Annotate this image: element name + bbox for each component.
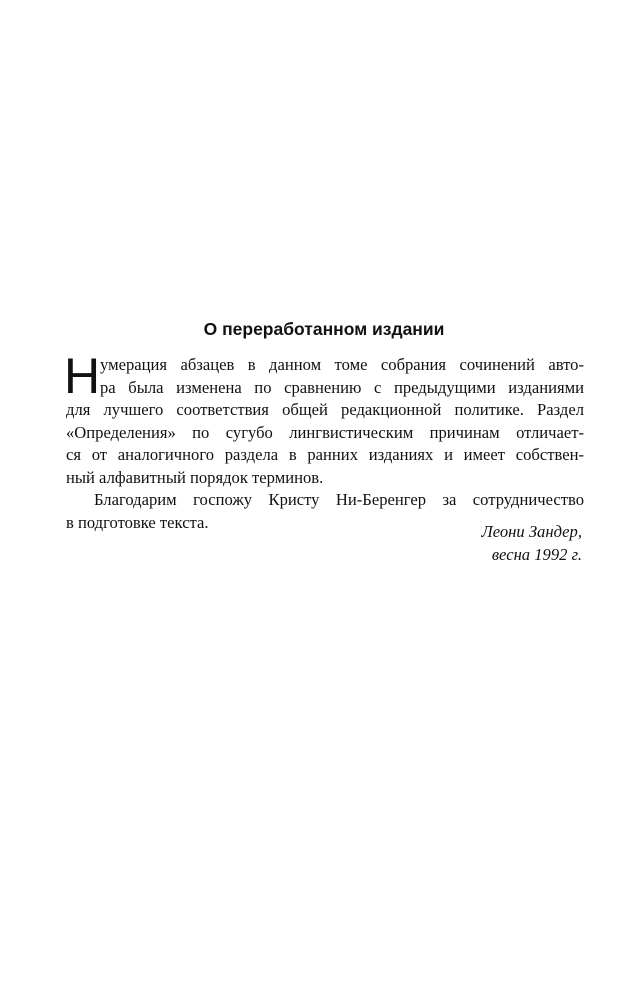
signature xyxy=(66,521,582,566)
section-heading: О переработанном издании xyxy=(203,319,445,339)
paragraph-line: в подготовке текста. xyxy=(66,512,209,532)
paragraph-line: Благодарим госпожу Кристу Ни-Беренгер за сотрудничество xyxy=(94,490,584,509)
paragraph-line: ся от аналогичного раздела в ранних изданиях и имеет собствен- xyxy=(66,445,584,464)
paragraph-1 xyxy=(64,348,584,489)
paragraph-line: для лучшего соответствия общей редакционной политике. Раздел xyxy=(66,400,584,419)
signature-name: Леони Зандер, xyxy=(481,522,582,541)
drop-cap: Н xyxy=(64,348,101,404)
paragraph-line: «Определения» по сугубо лингвистическим причинам отличает- xyxy=(66,422,584,442)
paragraph-line: ный алфавитный порядок терминов. xyxy=(66,467,324,487)
paragraph-line: умерация абзацев в данном томе собрания сочинений авто- xyxy=(100,355,584,374)
signature-date: весна 1992 г. xyxy=(491,544,582,564)
body-text xyxy=(64,348,584,534)
paragraph-line: ра была изменена по сравнению с предыдущими изданиями xyxy=(100,377,584,397)
